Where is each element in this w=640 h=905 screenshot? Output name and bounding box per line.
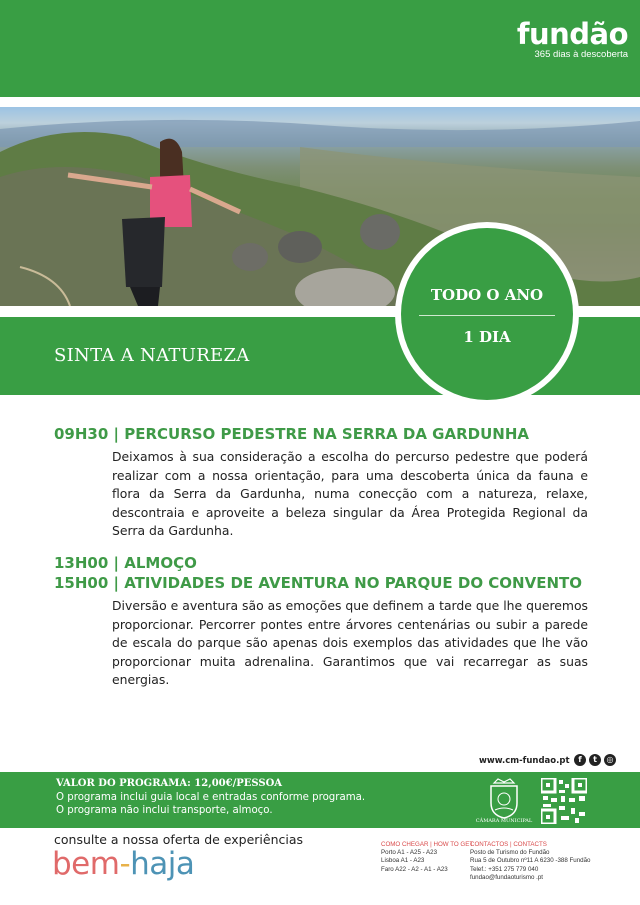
municipal-crest-icon <box>484 777 524 823</box>
how-to-get-label: COMO CHEGAR | HOW TO GET <box>381 841 474 848</box>
route-porto: Porto A1 - A25 - A23 <box>381 849 438 857</box>
bem-haja-logo: bem-haja <box>52 846 195 882</box>
section-title: SINTA A NATUREZA <box>54 345 250 366</box>
program-text-1: Deixamos à sua consideração a escolha do percurso pedestre que poderá realizar com a nossa orientação, para uma descoberta única da fauna e flora da Serra da Gardunha, numa conecção com a natureza, relaxe, descontraia e aproveite a beleza singular da Área Protegida Regional da Serra da Gardunha. <box>112 449 588 539</box>
facebook-icon[interactable]: f <box>574 754 586 766</box>
route-faro: Faro A22 - A2 - A1 - A23 <box>381 865 448 873</box>
program-excludes: O programa não inclui transporte, almoço. <box>56 805 273 816</box>
qr-code-icon[interactable] <box>541 778 587 824</box>
municipal-label: CÂMARA MUNICIPAL <box>475 818 533 824</box>
duration-label: 1 DIA <box>463 328 511 346</box>
experiences-tagline: consulte a nossa oferta de experiências <box>54 832 304 847</box>
program-text-3: Diversão e aventura são as emoções que definem a tarde que lhe queremos proporcionar. Percorrer pontes entre árvores centenárias ou subir a parede de escala do parque são apenas dois exemplos das atividades que lhe vão proporcionar muita adrenalina. Garantimos que vai recarregar as suas energias. <box>112 597 588 688</box>
contact-office: Posto de Turismo do Fundão <box>470 849 550 857</box>
program-heading-2: 13H00 | ALMOÇO <box>54 553 197 572</box>
brand-name: fundão <box>516 17 628 51</box>
brand-tagline: 365 dias à descoberta <box>534 49 628 60</box>
price-info <box>56 777 365 818</box>
program-heading-1: 09H30 | PERCURSO PEDESTRE NA SERRA DA GARDUNHA <box>54 425 529 443</box>
contact-email[interactable]: fundao@fundaoturismo .pt <box>470 873 544 881</box>
contact-address: Rua 5 de Outubro nº11 A 6230 -388 Fundão <box>470 857 591 865</box>
duration-badge <box>401 228 573 400</box>
program-includes: O programa inclui guia local e entradas conforme programa. <box>56 791 366 803</box>
route-lisboa: Lisboa A1 - A23 <box>381 857 425 865</box>
website-link[interactable]: www.cm-fundao.pt <box>479 756 570 766</box>
contacts <box>470 841 591 882</box>
program-content <box>54 424 588 690</box>
badge-divider <box>419 315 555 316</box>
twitter-icon[interactable]: t <box>589 754 601 766</box>
fundao-logo <box>516 17 628 60</box>
program-price: VALOR DO PROGRAMA: 12,00€/PESSOA <box>56 778 283 789</box>
contacts-label: CONTACTOS | CONTACTS <box>470 841 547 848</box>
instagram-icon[interactable]: ◎ <box>604 754 616 766</box>
how-to-get <box>381 841 473 874</box>
contact-phone[interactable]: Telef.: +351 275 779 040 <box>470 865 539 873</box>
availability-label: TODO O ANO <box>430 286 544 304</box>
program-heading-3: 15H00 | ATIVIDADES DE AVENTURA NO PARQUE DO CONVENTO <box>54 573 583 592</box>
